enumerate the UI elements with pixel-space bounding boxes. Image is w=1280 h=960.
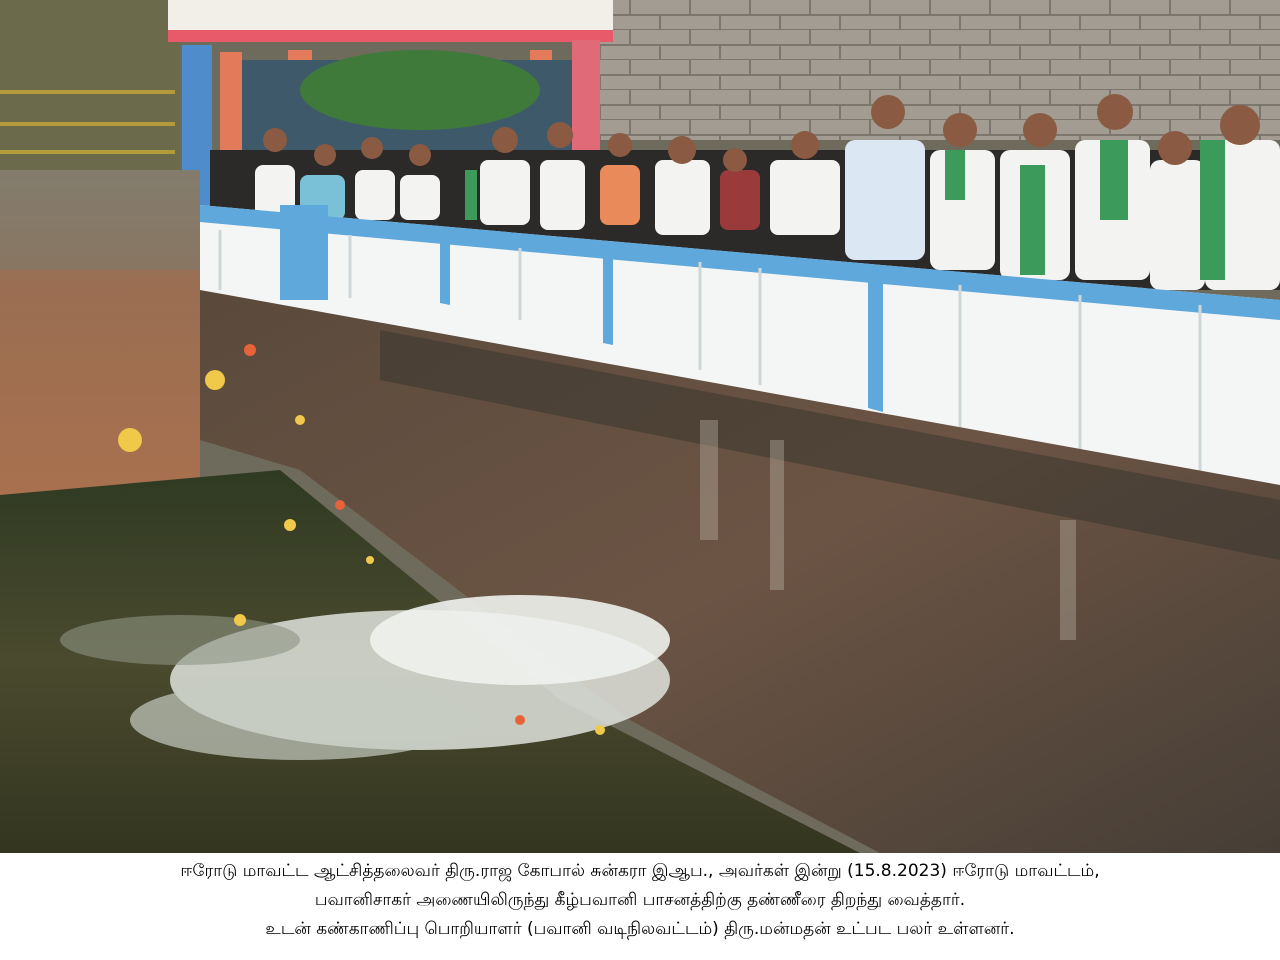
caption-line-1: ஈரோடு மாவட்ட ஆட்சித்தலைவர் திரு.ராஜ கோபால் சுன்கரா இஆப., அவர்கள் இன்று (15.8.2023) ஈரோடு மாவட்டம், xyxy=(180,861,1100,881)
dam-stone-slope xyxy=(600,0,1280,140)
caption-line-3: உடன் கண்காணிப்பு பொறியாளர் (பவானி வடிநிலவட்டம்) திரு.மன்மதன் உட்பட பலர் உள்ளனர். xyxy=(265,919,1015,939)
fence-area xyxy=(0,0,180,175)
photo-caption xyxy=(0,853,1280,960)
caption-line-2: பவானிசாகர் அணையிலிருந்து கீழ்பவானி பாசனத்திற்கு தண்ணீரை திறந்து வைத்தார். xyxy=(314,890,966,910)
